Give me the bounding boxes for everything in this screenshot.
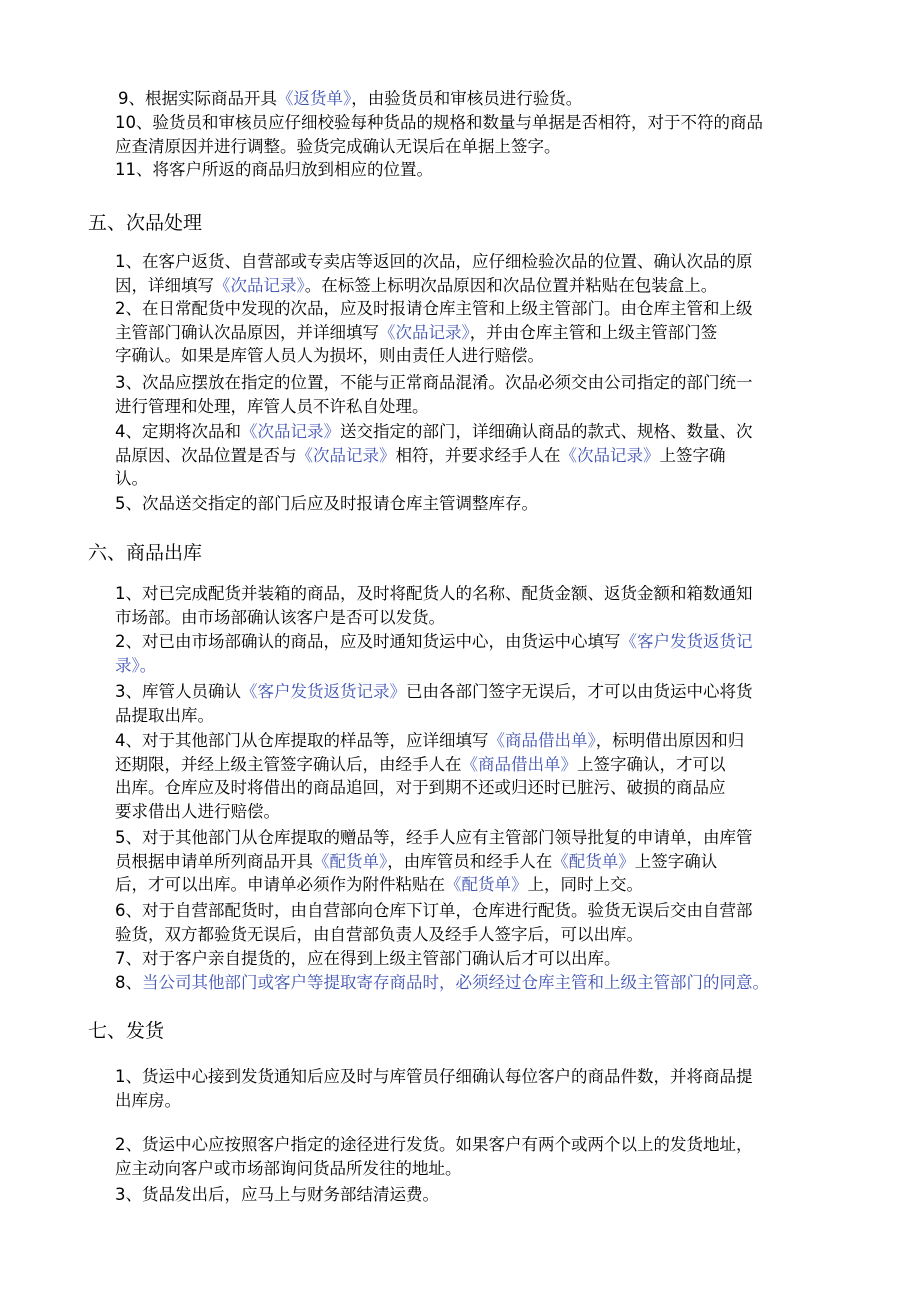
item-line bbox=[115, 826, 877, 850]
item-line bbox=[115, 274, 877, 298]
list-item bbox=[115, 492, 877, 516]
item-line bbox=[115, 321, 877, 345]
item-number: 1、 bbox=[115, 1067, 142, 1086]
item-number: 3、 bbox=[115, 682, 142, 701]
item-number: 4、 bbox=[115, 422, 142, 441]
form-reference-text: 《返货单》 bbox=[277, 89, 352, 108]
body-text: 对已由市场部确认的商品，应及时通知货运中心，由货运中心填写 bbox=[142, 632, 621, 651]
body-text: 后，才可以出库。申请单必须作为附件粘贴在 bbox=[115, 875, 445, 894]
item-number: 5、 bbox=[115, 494, 142, 513]
item-line bbox=[118, 87, 880, 111]
item-line bbox=[115, 1065, 877, 1089]
item-line bbox=[115, 654, 877, 678]
list-item bbox=[115, 371, 877, 418]
list-item bbox=[115, 630, 877, 677]
list-item bbox=[115, 420, 877, 491]
body-text: 上签字确认 bbox=[634, 851, 718, 871]
list-item bbox=[115, 729, 877, 823]
item-line bbox=[115, 899, 877, 923]
list-item bbox=[115, 111, 879, 158]
body-text: 应查清原因并进行调整。验货完成确认无误后在单据上签字。 bbox=[115, 136, 561, 156]
list-item bbox=[115, 1133, 877, 1180]
list-item bbox=[115, 1065, 877, 1112]
body-text: 进行管理和处理，库管人员不许私自处理。 bbox=[115, 396, 429, 416]
item-number: 2、 bbox=[115, 1135, 142, 1154]
body-text: 货运中心接到发货通知后应及时与库管员仔细确认每位客户的商品件数，并将商品提 bbox=[142, 1067, 753, 1086]
form-reference-text: 《商品借出单》 bbox=[488, 731, 596, 750]
body-text: 对于其他部门从仓库提取的样品等，应详细填写 bbox=[142, 731, 489, 750]
item-number: 11、 bbox=[115, 160, 153, 179]
list-item bbox=[115, 947, 877, 971]
body-text: 认。 bbox=[115, 469, 148, 488]
form-reference-text: 《次品记录》 bbox=[560, 445, 660, 465]
item-number: 6、 bbox=[115, 901, 142, 920]
item-line bbox=[115, 923, 877, 947]
body-text: 应主动向客户或市场部询问货品所发往的地址。 bbox=[115, 1158, 462, 1178]
item-line bbox=[115, 371, 877, 395]
list-item bbox=[115, 899, 877, 946]
item-number: 4、 bbox=[115, 731, 142, 750]
item-line bbox=[115, 1183, 877, 1207]
item-line bbox=[115, 1133, 877, 1157]
list-item bbox=[115, 250, 877, 297]
body-text: 员根据申请单所列商品开具 bbox=[115, 851, 313, 871]
body-text: 还期限，并经上级主管签字确认后，由经手人在 bbox=[115, 754, 462, 774]
item-line bbox=[115, 158, 877, 182]
item-line bbox=[115, 947, 877, 971]
body-text: 货运中心应按照客户指定的途径进行发货。如果客户有两个或两个以上的发货地址， bbox=[142, 1135, 753, 1154]
item-number: 1、 bbox=[115, 584, 142, 603]
form-reference-text: 《配货单》 bbox=[445, 875, 528, 894]
body-text: 在客户返货、自营部或专卖店等返回的次品，应仔细检验次品的位置、确认次品的原 bbox=[142, 252, 753, 271]
list-item bbox=[115, 971, 877, 995]
item-line bbox=[115, 630, 877, 654]
item-number: 2、 bbox=[115, 299, 142, 318]
form-reference-text: 当公司其他部门或客户等提取寄存商品时，必须经过仓库主管和上级主管部门的同意。 bbox=[142, 973, 769, 992]
body-text: 主管部门确认次品原因，并详细填写 bbox=[115, 322, 379, 342]
item-line bbox=[115, 800, 877, 824]
item-line bbox=[115, 753, 877, 777]
item-line bbox=[115, 492, 877, 516]
body-text: 出库房。 bbox=[115, 1090, 181, 1110]
item-number: 9、 bbox=[118, 89, 145, 108]
section-heading: 五、次品处理 bbox=[88, 212, 203, 234]
item-line bbox=[115, 971, 877, 995]
item-line bbox=[115, 850, 877, 874]
item-number: 2、 bbox=[115, 632, 142, 651]
body-text: ，标明借出原因和归 bbox=[595, 731, 745, 750]
form-reference-text: 《客户发货返货记录》 bbox=[241, 682, 406, 701]
body-text: 上，同时上交。 bbox=[527, 875, 643, 894]
body-text: 验货，双方都验货无误后，由自营部负责人及经手人签字后，可以出库。 bbox=[115, 924, 643, 944]
body-text: 对已完成配货并装箱的商品，及时将配货人的名称、配货金额、返货金额和箱数通知 bbox=[142, 584, 753, 603]
body-text: 要求借出人进行赔偿。 bbox=[115, 801, 280, 821]
body-text: 对于其他部门从仓库提取的赠品等，经手人应有主管部门领导批复的申请单，由库管 bbox=[142, 828, 753, 847]
list-item bbox=[115, 582, 877, 629]
form-reference-text: 《次品记录》 bbox=[296, 445, 396, 465]
item-line bbox=[115, 444, 877, 468]
body-text: 市场部。由市场部确认该客户是否可以发货。 bbox=[115, 607, 445, 627]
item-number: 10、 bbox=[115, 113, 153, 132]
body-text: 相符，并要求经手人在 bbox=[395, 445, 561, 465]
item-line bbox=[115, 344, 877, 368]
body-text: ，由验货员和审核员进行验货。 bbox=[351, 89, 583, 108]
form-reference-text: 《商品借出单》 bbox=[461, 754, 577, 774]
body-text: 货品发出后，应马上与财务部结清运费。 bbox=[142, 1185, 439, 1204]
body-text: ，并由仓库主管和上级主管部门签 bbox=[469, 322, 718, 342]
section-heading: 七、发货 bbox=[88, 1020, 165, 1042]
body-text: 次品送交指定的部门后应及时报请仓库主管调整库存。 bbox=[142, 494, 538, 513]
item-number: 1、 bbox=[115, 252, 142, 271]
item-line bbox=[115, 606, 877, 630]
section-heading: 六、商品出库 bbox=[88, 542, 203, 564]
item-line bbox=[115, 250, 877, 274]
body-text: ，由库管员和经手人在 bbox=[387, 851, 553, 871]
item-line bbox=[115, 1157, 877, 1181]
body-text: 次品应摆放在指定的位置，不能与正常商品混淆。次品必须交由公司指定的部门统一 bbox=[142, 373, 753, 392]
item-line bbox=[115, 297, 877, 321]
list-item bbox=[118, 87, 880, 111]
list-item bbox=[115, 158, 877, 182]
item-line bbox=[115, 135, 879, 159]
form-reference-text: 《配货单》 bbox=[552, 851, 635, 871]
form-reference-text: 《次品记录》 bbox=[214, 275, 305, 295]
form-reference-text: 《客户发货返货记 bbox=[620, 632, 753, 651]
item-number: 3、 bbox=[115, 1185, 142, 1204]
list-item bbox=[115, 680, 877, 727]
body-text: 对于客户亲自提货的，应在得到上级主管部门确认后才可以出库。 bbox=[142, 949, 621, 968]
body-text: 字确认。如果是库管人员人为损坏，则由责任人进行赔偿。 bbox=[115, 346, 544, 365]
form-reference-text: 录》。 bbox=[115, 655, 157, 675]
body-text: 将客户所返的商品归放到相应的位置。 bbox=[152, 160, 433, 179]
body-text: 。在标签上标明次品原因和次品位置并粘贴在包装盒上。 bbox=[304, 275, 718, 295]
body-text: 因，详细填写 bbox=[115, 275, 214, 295]
item-line bbox=[115, 395, 877, 419]
form-reference-text: 《次品记录》 bbox=[379, 322, 470, 342]
item-line bbox=[115, 776, 877, 800]
body-text: 上签字确 bbox=[659, 445, 726, 465]
body-text: 验货员和审核员应仔细校验每种货品的规格和数量与单据是否相符，对于不符的商品 bbox=[152, 113, 763, 132]
item-line bbox=[115, 111, 879, 135]
body-text: 出库。仓库应及时将借出的商品追回，对于到期不还或归还时已脏污、破损的商品应 bbox=[115, 778, 726, 797]
body-text: 已由各部门签字无误后，才可以由货运中心将货 bbox=[406, 682, 753, 701]
item-number: 7、 bbox=[115, 949, 142, 968]
item-line bbox=[115, 729, 877, 753]
list-item bbox=[115, 1183, 877, 1207]
item-line bbox=[115, 420, 877, 444]
item-line bbox=[115, 582, 877, 606]
body-text: 根据实际商品开具 bbox=[145, 89, 277, 108]
item-line bbox=[115, 704, 877, 728]
item-number: 5、 bbox=[115, 828, 142, 847]
form-reference-text: 《配货单》 bbox=[313, 851, 388, 871]
body-text: 在日常配货中发现的次品，应及时报请仓库主管和上级主管部门。由仓库主管和上级 bbox=[142, 299, 753, 318]
body-text: 对于自营部配货时，由自营部向仓库下订单，仓库进行配货。验货无误后交由自营部 bbox=[142, 901, 753, 920]
body-text: 送交指定的部门，详细确认商品的款式、规格、数量、次 bbox=[340, 422, 753, 441]
body-text: 上签字确认，才可以 bbox=[577, 754, 726, 774]
item-number: 8、 bbox=[115, 973, 142, 992]
body-text: 定期将次品和 bbox=[142, 422, 241, 441]
list-item bbox=[115, 826, 877, 897]
item-line bbox=[115, 1089, 877, 1113]
item-number: 3、 bbox=[115, 373, 142, 392]
body-text: 库管人员确认 bbox=[142, 682, 241, 701]
item-line bbox=[115, 680, 877, 704]
item-line bbox=[115, 873, 877, 897]
form-reference-text: 《次品记录》 bbox=[241, 422, 340, 441]
body-text: 品原因、次品位置是否与 bbox=[115, 445, 297, 465]
list-item bbox=[115, 297, 877, 368]
item-line bbox=[115, 467, 877, 491]
body-text: 品提取出库。 bbox=[115, 705, 214, 725]
